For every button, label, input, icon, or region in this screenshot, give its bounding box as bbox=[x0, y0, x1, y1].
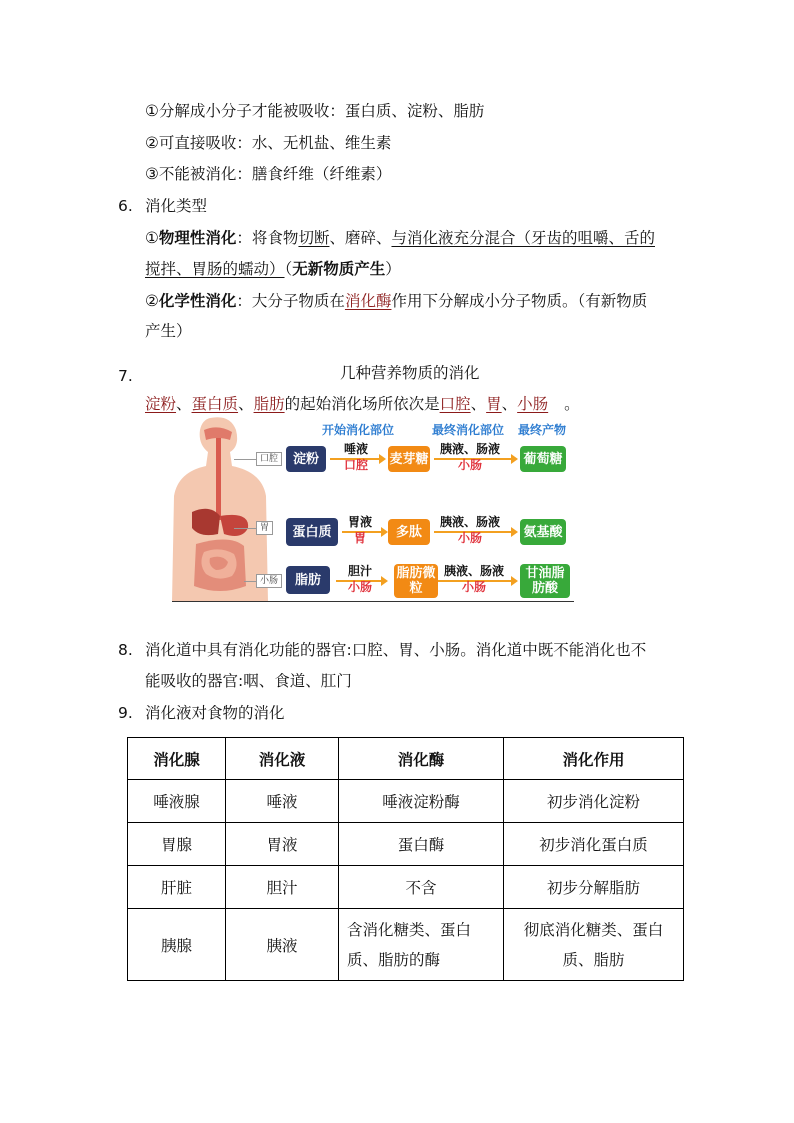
item-number: 6. bbox=[118, 197, 133, 215]
table-header-row bbox=[128, 738, 684, 780]
tag-mouth: 口腔 bbox=[256, 452, 282, 466]
table-cell: 初步消化淀粉 bbox=[504, 780, 684, 823]
table-row bbox=[128, 823, 684, 866]
header-final-product: 最终产物 bbox=[518, 423, 567, 437]
product-box: 甘油脂肪酸 bbox=[520, 564, 570, 598]
table-cell: 彻底消化糖类、蛋白质、脂肪 bbox=[504, 909, 684, 981]
table-row bbox=[128, 909, 684, 981]
text-line: 消化道中具有消化功能的器官:口腔、胃、小肠。消化道中既不能消化也不 bbox=[145, 641, 647, 659]
digestive-system-illustration bbox=[170, 416, 270, 602]
text-line: ③不能被消化：膳食纤维（纤维素） bbox=[145, 165, 392, 183]
nutrient-box: 蛋白质 bbox=[286, 518, 338, 546]
table-cell: 含消化糖类、蛋白质、脂肪的酶 bbox=[339, 909, 504, 981]
product-box: 葡萄糖 bbox=[520, 446, 566, 472]
digestive-juice-label: 胆汁 小肠 bbox=[347, 564, 372, 594]
table-cell: 初步消化蛋白质 bbox=[504, 823, 684, 866]
header-start-site: 开始消化部位 bbox=[322, 423, 395, 437]
nutrient-box: 脂肪 bbox=[286, 566, 330, 594]
table-cell: 初步分解脂肪 bbox=[504, 866, 684, 909]
table-cell: 胃液 bbox=[226, 823, 339, 866]
tag-stomach: 胃 bbox=[256, 521, 273, 535]
text-line: 能吸收的器官:咽、食道、肛门 bbox=[145, 672, 352, 690]
nutrient-box: 淀粉 bbox=[286, 446, 326, 472]
section-title: 几种营养物质的消化 bbox=[340, 364, 480, 382]
item-number: 7. bbox=[118, 367, 133, 385]
tag-small-intestine: 小肠 bbox=[256, 574, 282, 588]
intermediate-box: 麦芽糖 bbox=[388, 446, 430, 472]
column-header: 消化作用 bbox=[504, 738, 684, 780]
chemical-digestion-line1: ②化学性消化：大分子物质在消化酶作用下分解成小分子物质。（有新物质 bbox=[145, 292, 648, 310]
digestive-juice-label: 胰液、肠液 小肠 bbox=[443, 564, 504, 594]
table-row bbox=[128, 866, 684, 909]
item-number: 8. bbox=[118, 641, 133, 659]
table-cell: 胰腺 bbox=[128, 909, 226, 981]
digestion-start-sentence: 淀粉、蛋白质、脂肪的起始消化场所依次是口腔、胃、小肠 。 bbox=[145, 395, 580, 413]
header-final-site: 最终消化部位 bbox=[432, 423, 505, 437]
text-line: ②可直接吸收：水、无机盐、维生素 bbox=[145, 134, 392, 152]
chemical-digestion-line2: 产生） bbox=[145, 322, 192, 340]
diagram-baseline bbox=[172, 601, 574, 602]
table-cell: 胰液 bbox=[226, 909, 339, 981]
item-number: 9. bbox=[118, 704, 133, 722]
section-title: 消化液对食物的消化 bbox=[145, 704, 285, 722]
digestive-juice-label: 唾液 口腔 bbox=[343, 442, 368, 472]
text-line: ①分解成小分子才能被吸收：蛋白质、淀粉、脂肪 bbox=[145, 102, 485, 120]
table-cell: 不含 bbox=[339, 866, 504, 909]
table-cell: 唾液腺 bbox=[128, 780, 226, 823]
digestive-juice-label: 胰液、肠液 小肠 bbox=[439, 515, 500, 545]
product-box: 氨基酸 bbox=[520, 519, 566, 545]
nutrient-digestion-diagram bbox=[170, 416, 574, 604]
table-cell: 蛋白酶 bbox=[339, 823, 504, 866]
column-header: 消化液 bbox=[226, 738, 339, 780]
column-header: 消化酶 bbox=[339, 738, 504, 780]
digestive-juice-label: 胰液、肠液 小肠 bbox=[439, 442, 500, 472]
table-row bbox=[128, 780, 684, 823]
intermediate-box: 脂肪微粒 bbox=[394, 564, 438, 598]
table-cell: 唾液 bbox=[226, 780, 339, 823]
table-cell: 肝脏 bbox=[128, 866, 226, 909]
physical-digestion-line1: ①物理性消化：将食物切断、磨碎、与消化液充分混合（牙齿的咀嚼、舌的 bbox=[145, 229, 655, 247]
intermediate-box: 多肽 bbox=[388, 519, 430, 545]
section-title: 消化类型 bbox=[145, 197, 208, 215]
digestive-juice-label: 胃液 胃 bbox=[347, 515, 372, 545]
table-cell: 唾液淀粉酶 bbox=[339, 780, 504, 823]
physical-digestion-line2: 搅拌、胃肠的蠕动）（无新物质产生） bbox=[145, 260, 401, 278]
digestive-juice-table bbox=[127, 737, 684, 981]
table-cell: 胃腺 bbox=[128, 823, 226, 866]
table-cell: 胆汁 bbox=[226, 866, 339, 909]
column-header: 消化腺 bbox=[128, 738, 226, 780]
